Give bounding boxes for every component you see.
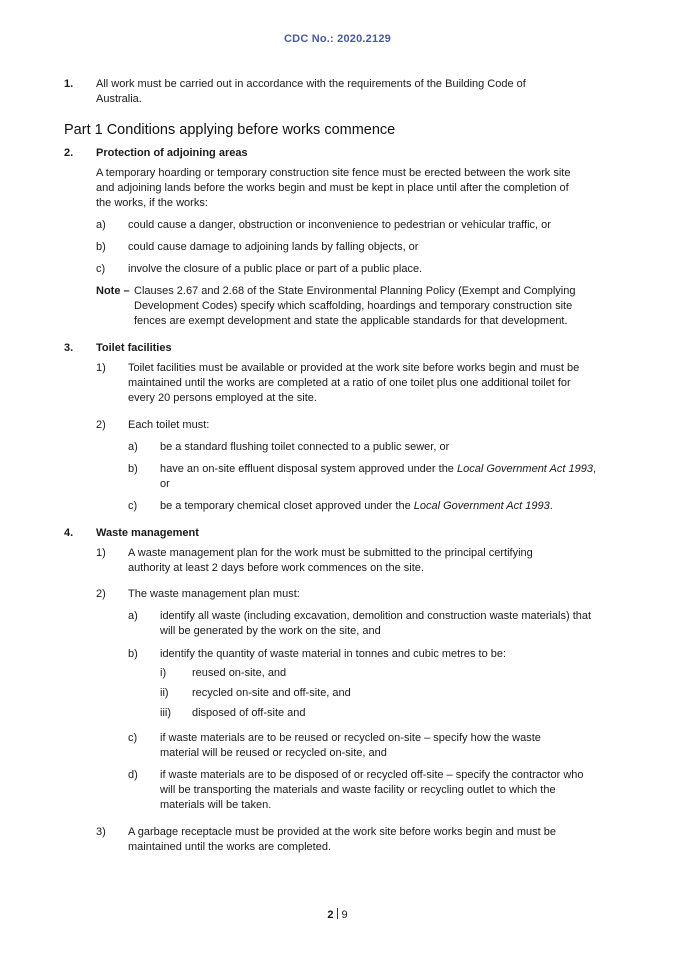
list-label: 3) — [96, 826, 106, 838]
part-heading: Part 1 Conditions applying before works commence — [64, 122, 396, 138]
note-label: Note – — [96, 285, 130, 297]
note-text: Clauses 2.67 and 2.68 of the State Environmental Planning Policy (Exempt and Complying Development Codes) specify which scaffolding, hoardings and temporary construction site fences are exempt development and state the applicable standards for that development. — [134, 285, 576, 327]
list-label: 1) — [96, 547, 106, 559]
section-number: 4. — [64, 527, 74, 539]
list-label: b) — [128, 463, 138, 475]
sub-label: ii) — [160, 687, 169, 699]
page-total: 9 — [341, 909, 348, 921]
page-divider — [337, 908, 338, 919]
list-item: involve the closure of a public place or part of a public place. — [128, 263, 423, 275]
list-label: d) — [128, 769, 138, 781]
list-item: A waste management plan for the work must be submitted to the principal certifying authority at least 2 days before work commences on the site. — [128, 547, 533, 574]
sub-item: disposed of off-site and — [192, 707, 306, 719]
list-item: The waste management plan must: — [128, 588, 300, 600]
list-label: c) — [128, 500, 138, 512]
clause-number: 1. — [64, 78, 74, 90]
list-label: a) — [96, 219, 106, 231]
cdc-number: CDC No.: 2020.2129 — [284, 33, 391, 45]
list-label: c) — [96, 263, 106, 275]
list-label: b) — [128, 648, 138, 660]
list-item: identify the quantity of waste material in tonnes and cubic metres to be: — [160, 648, 507, 660]
sub-label: iii) — [160, 707, 171, 719]
section-title: Protection of adjoining areas — [96, 147, 248, 159]
list-item: identify all waste (including excavation, demolition and construction waste materials) that will be generated by the work on the site, and — [160, 610, 592, 637]
list-label: a) — [128, 610, 138, 622]
sub-item: reused on-site, and — [192, 667, 287, 679]
list-label: b) — [96, 241, 106, 253]
section-number: 2. — [64, 147, 74, 159]
section-paragraph: A temporary hoarding or temporary construction site fence must be erected between the work site and adjoining lands before the works begin and must be kept in place until after the completion of the works, if the works: — [96, 167, 571, 209]
list-label: 2) — [96, 419, 106, 431]
list-item: could cause a danger, obstruction or inconvenience to pedestrian or vehicular traffic, or — [128, 219, 551, 231]
list-item: be a standard flushing toilet connected to a public sewer, or — [160, 441, 450, 453]
list-item: could cause damage to adjoining lands by falling objects, or — [128, 241, 419, 253]
clause-text: All work must be carried out in accordance with the requirements of the Building Code of Australia. — [96, 78, 526, 105]
sub-item: recycled on-site and off-site, and — [192, 687, 351, 699]
section-number: 3. — [64, 342, 74, 354]
list-item: Each toilet must: — [128, 419, 210, 431]
list-item: be a temporary chemical closet approved under the Local Government Act 1993. — [160, 500, 553, 512]
section-title: Waste management — [96, 527, 199, 539]
page-number: 2 — [327, 909, 334, 921]
list-item: A garbage receptacle must be provided at the work site before works begin and must be maintained until the works are completed. — [128, 826, 557, 853]
list-item: if waste materials are to be reused or recycled on-site – specify how the waste material will be reused or recycled on-site, and — [160, 732, 541, 759]
section-title: Toilet facilities — [96, 342, 172, 354]
list-item: have an on-site effluent disposal system approved under the Local Government Act 1993, or — [160, 463, 596, 490]
list-item: Toilet facilities must be available or provided at the work site before works begin and must be maintained until the works are completed at a ratio of one toilet plus one additional toilet for every 20 persons employed at the site. — [128, 362, 580, 404]
sub-label: i) — [160, 667, 167, 679]
list-label: c) — [128, 732, 138, 744]
list-label: 2) — [96, 588, 106, 600]
page-footer — [0, 908, 675, 921]
list-item: if waste materials are to be disposed of or recycled off-site – specify the contractor who will be transporting the materials and waste facility or recycling outlet to which the materials will be taken. — [160, 769, 584, 811]
list-label: a) — [128, 441, 138, 453]
list-label: 1) — [96, 362, 106, 374]
